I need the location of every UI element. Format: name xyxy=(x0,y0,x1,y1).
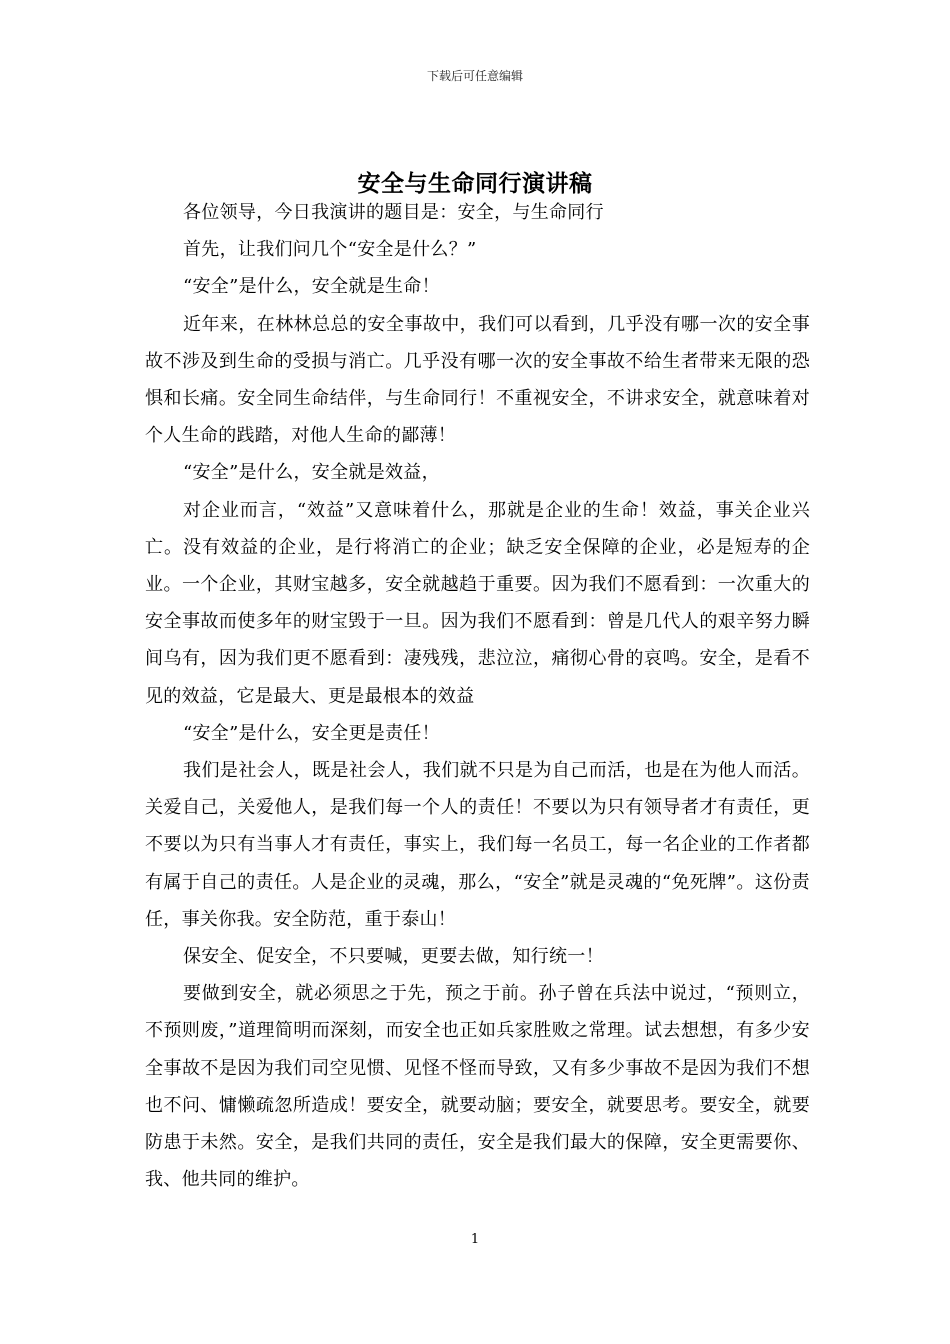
document-body xyxy=(145,194,810,1198)
paragraph: 近年来，在林林总总的安全事故中，我们可以看到，几乎没有哪一次的安全事故不涉及到生命的受损与消亡。几乎没有哪一次的安全事故不给生者带来无限的恐惧和长痛。安全同生命结伴，与生命同行！不重视安全，不讲求安全，就意味着对个人生命的践踏，对他人生命的鄙薄！ xyxy=(145,313,810,447)
paragraph: 要做到安全，就必须思之于先，预之于前。孙子曾在兵法中说过，“预则立，不预则废，”道理简明而深刻，而安全也正如兵家胜败之常理。试去想想，有多少安全事故不是因为我们司空见惯、见怪不怪而导致，又有多少事故不是因为我们不想也不问、慵懒疏忽所造成！要安全，就要动脑；要安全，就要思考。要安全，就要防患于未然。安全，是我们共同的责任，安全是我们最大的保障，安全更需要你、我、他共同的维护。 xyxy=(145,983,810,1191)
header-note: 下载后可任意编辑 xyxy=(426,69,523,83)
paragraph: “安全”是什么，安全就是效益， xyxy=(183,462,440,484)
paragraph: 各位领导，今日我演讲的题目是：安全，与生命同行 xyxy=(183,202,604,223)
paragraph: 对企业而言，“效益”又意味着什么，那就是企业的生命！效益，事关企业兴亡。没有效益的企业，是行将消亡的企业；缺乏安全保障的企业，必是短寿的企业。一个企业，其财宝越多，安全就越趋于重要。因为我们不愿看到：一次重大的安全事故而使多年的财宝毁于一旦。因为我们不愿看到：曾是几代人的艰辛努力瞬间乌有，因为我们更不愿看到：凄残残，悲泣泣，痛彻心骨的哀鸣。安全，是看不见的效益，它是最大、更是最根本的效益 xyxy=(145,499,810,707)
document-title: 安全与生命同行演讲稿 xyxy=(357,170,593,198)
paragraph: 首先，让我们问几个“安全是什么？” xyxy=(183,239,477,261)
paragraph: “安全”是什么，安全更是责任！ xyxy=(183,722,440,744)
paragraph: “安全”是什么，安全就是生命！ xyxy=(183,276,440,298)
page-number: 1 xyxy=(470,1232,480,1247)
paragraph: 保安全、促安全，不只要喊，更要去做，知行统一！ xyxy=(183,946,604,968)
paragraph: 我们是社会人，既是社会人，我们就不只是为自己而活，也是在为他人而活。关爱自己，关爱他人，是我们每一个人的责任！不要以为只有领导者才有责任，更不要以为只有当事人才有责任，事实上，我们每一名员工，每一名企业的工作者都有属于自己的责任。人是企业的灵魂，那么，“安全”就是灵魂的“免死牌”。这份责任，事关你我。安全防范，重于泰山！ xyxy=(145,760,810,930)
